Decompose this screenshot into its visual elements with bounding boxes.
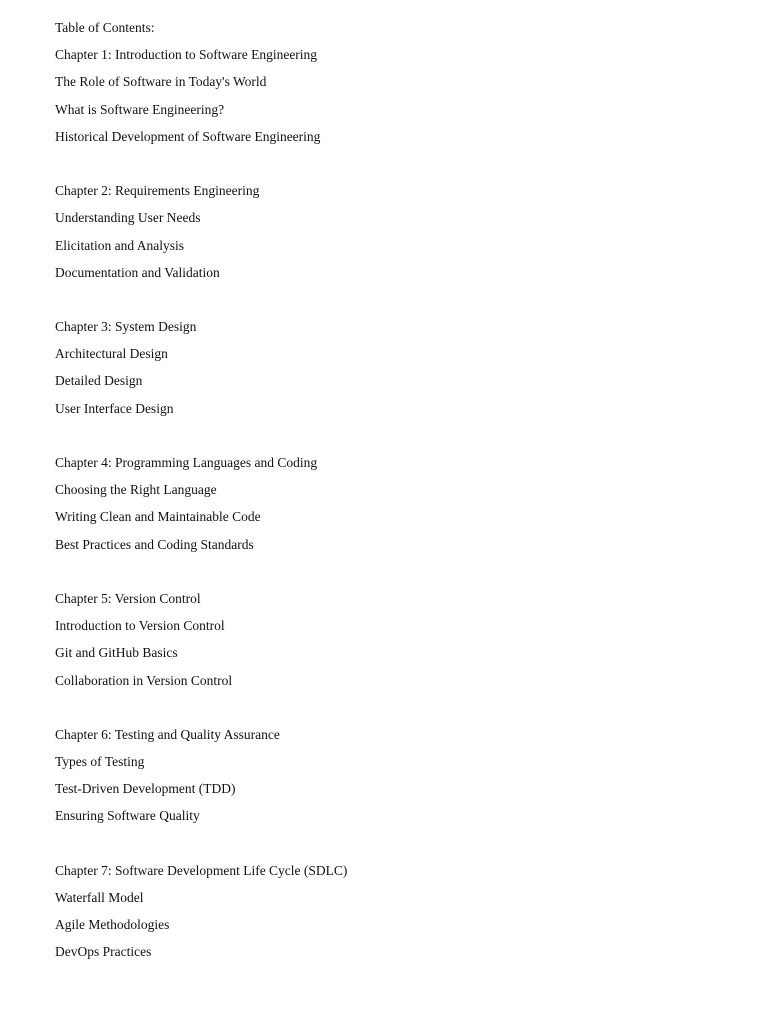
section-item: Elicitation and Analysis <box>55 237 184 253</box>
chapter-title: Chapter 4: Programming Languages and Coding <box>55 455 318 470</box>
section-item: Collaboration in Version Control <box>55 672 233 688</box>
chapter-section <box>55 177 735 286</box>
section-item: Best Practices and Coding Standards <box>55 536 254 552</box>
chapter-title: Chapter 3: System Design <box>55 319 197 335</box>
section-item: Detailed Design <box>55 373 143 389</box>
chapter-section <box>55 313 735 422</box>
chapter-title: Chapter 2: Requirements Engineering <box>55 183 260 199</box>
section-item: DevOps Practices <box>55 944 152 960</box>
section-item: Introduction to Version Control <box>55 618 225 634</box>
section-item: Test-Driven Development (TDD) <box>55 781 236 797</box>
section-item: Writing Clean and Maintainable Code <box>55 509 261 525</box>
toc-heading: Table of Contents: <box>55 20 155 35</box>
chapter-title: Chapter 1: Introduction to Software Engineering <box>55 47 318 63</box>
section-item: Historical Development of Software Engineering <box>55 128 321 144</box>
section-item: Types of Testing <box>55 754 145 770</box>
chapter-section <box>55 449 735 558</box>
chapter-title: Chapter 5: Version Control <box>55 590 201 606</box>
section-item: Documentation and Validation <box>55 264 220 280</box>
chapter-section <box>55 721 735 830</box>
section-item: Architectural Design <box>55 346 168 362</box>
section-item: Ensuring Software Quality <box>55 808 200 824</box>
section-item: Waterfall Model <box>55 890 144 905</box>
section-item: Choosing the Right Language <box>55 482 217 498</box>
section-item: User Interface Design <box>55 400 174 416</box>
chapter-title: Chapter 7: Software Development Life Cycle (SDLC) <box>55 862 348 878</box>
section-item: What is Software Engineering? <box>55 101 225 117</box>
chapter-section <box>55 857 735 966</box>
section-item: The Role of Software in Today's World <box>55 74 267 90</box>
chapter-title: Chapter 6: Testing and Quality Assurance <box>55 726 280 742</box>
chapter-section <box>55 41 735 150</box>
section-item: Agile Methodologies <box>55 917 170 933</box>
section-item: Understanding User Needs <box>55 210 201 226</box>
chapter-section <box>55 585 735 694</box>
document-page <box>55 14 735 993</box>
section-item: Git and GitHub Basics <box>55 645 178 661</box>
